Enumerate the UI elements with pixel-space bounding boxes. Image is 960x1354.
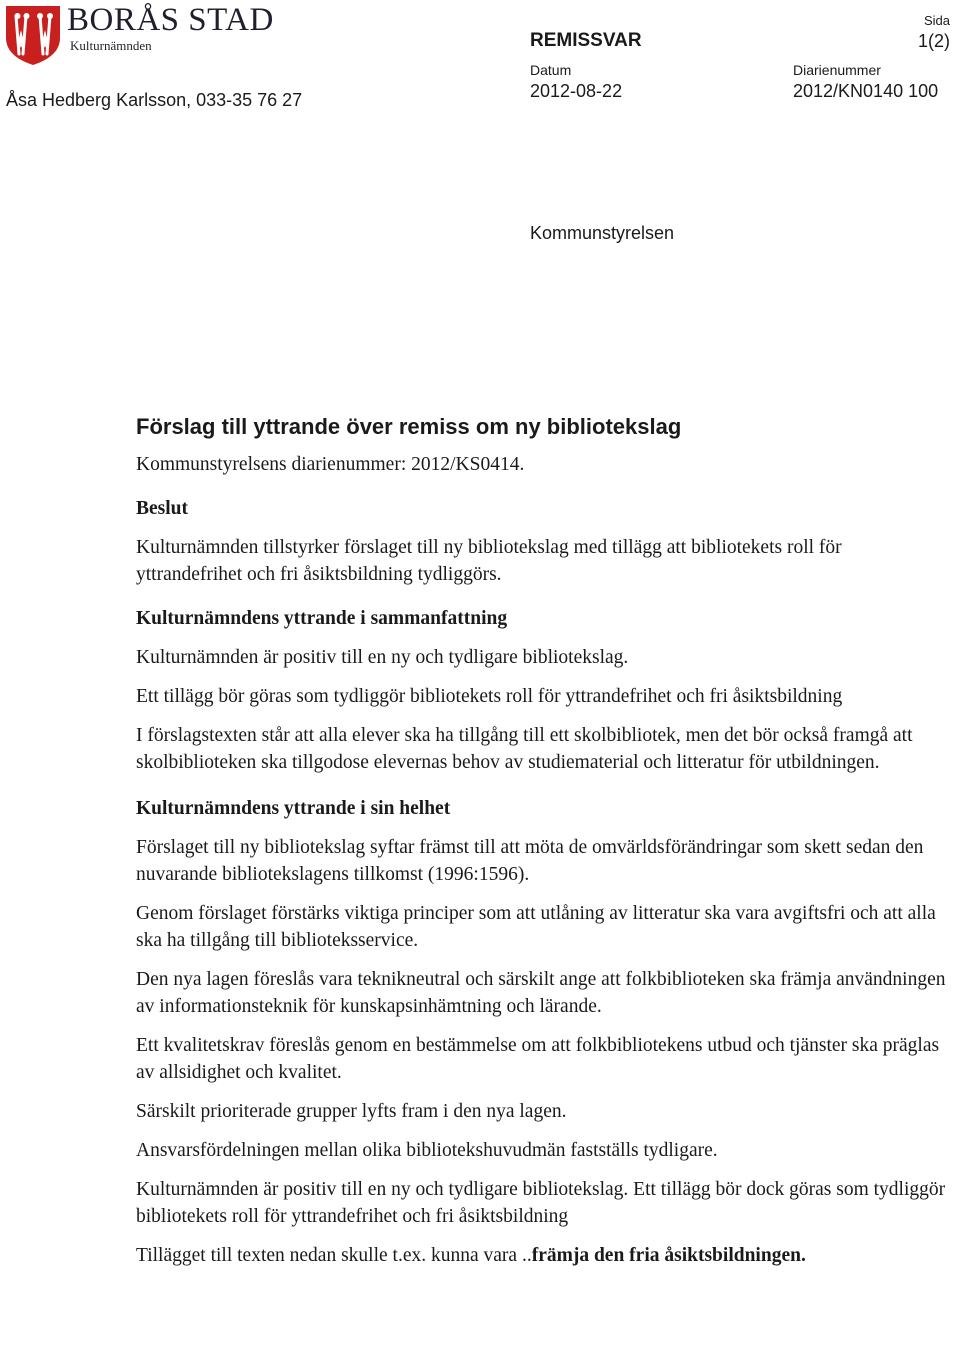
page-value: 1(2): [918, 31, 951, 51]
summary-paragraph: I förslagstexten står att alla elever ska ha tillgång till ett skolbibliotek, men det bör också framgå att skolbiblioteken ska tillgodose elevernas behov av studiematerial och litteratur för utbildningen.: [136, 725, 913, 773]
closing-line-emphasis: främja den fria åsiktsbildningen.: [531, 1245, 806, 1266]
full-paragraph: Förslaget till ny bibliotekslag syftar främst till att möta de omvärldsförändringar som skett sedan den nuvarande bibliotekslagens tillkomst (1996:1596).: [136, 837, 924, 885]
summary-paragraph: Ett tillägg bör göras som tydliggör bibliotekets roll för yttrandefrihet och fri åsiktsbildning: [136, 686, 843, 707]
full-paragraph: Ett kvalitetskrav föreslås genom en bestämmelse om att folkbibliotekens utbud och tjänster ska präglas av allsidighet och kvalitet.: [136, 1035, 940, 1083]
diarienummer-value: 2012/KN0140 100: [793, 81, 939, 101]
reference-number: Kommunstyrelsens diarienummer: 2012/KS0414.: [136, 454, 525, 475]
beslut-text: Kulturnämnden tillstyrker förslaget till ny bibliotekslag med tillägg att bibliotekets roll för yttrandefrihet och fri åsiktsbildning tydliggörs.: [136, 537, 842, 585]
closing-line-text: Tillägget till texten nedan skulle t.ex. kunna vara ..: [136, 1245, 532, 1266]
full-paragraph: Ansvarsfördelningen mellan olika bibliotekshuvudmän fastställs tydligare.: [136, 1140, 718, 1161]
full-paragraph: Genom förslaget förstärks viktiga principer som att utlåning av litteratur ska vara avgiftsfri och att alla ska ha tillgång till biblioteksservice.: [136, 903, 936, 951]
logo-subtitle: Kulturnämnden: [70, 38, 152, 53]
date-label: Datum: [530, 62, 572, 78]
full-paragraph: Den nya lagen föreslås vara teknikneutral och särskilt ange att folkbiblioteken ska främja användningen av informationsteknik för kunskapsinhämtning och lärande.: [136, 969, 946, 1017]
diarienummer-label: Diarienummer: [793, 62, 881, 78]
beslut-heading: Beslut: [136, 498, 189, 519]
summary-paragraph: Kulturnämnden är positiv till en ny och tydligare bibliotekslag.: [136, 647, 629, 668]
document-body: [136, 414, 946, 1281]
borås-coat-of-arms-logo: [4, 4, 62, 66]
closing-line: [136, 1242, 946, 1269]
full-heading: Kulturnämndens yttrande i sin helhet: [136, 798, 451, 819]
full-paragraph: Kulturnämnden är positiv till en ny och tydligare bibliotekslag. Ett tillägg bör dock göras som tydliggör bibliotekets roll för yttrandefrihet och fri åsiktsbildning: [136, 1179, 946, 1227]
recipient: Kommunstyrelsen: [530, 223, 675, 243]
document-title: Förslag till yttrande över remiss om ny bibliotekslag: [136, 414, 682, 439]
document-type: REMISSVAR: [530, 30, 642, 51]
full-paragraph: Särskilt prioriterade grupper lyfts fram i den nya lagen.: [136, 1101, 567, 1122]
summary-heading: Kulturnämndens yttrande i sammanfattning: [136, 608, 508, 629]
page-label: Sida: [924, 13, 951, 28]
logo-title: BORÅS STAD: [67, 2, 274, 38]
date-value: 2012-08-22: [530, 81, 623, 101]
contact-person: Åsa Hedberg Karlsson, 033-35 76 27: [6, 90, 303, 110]
